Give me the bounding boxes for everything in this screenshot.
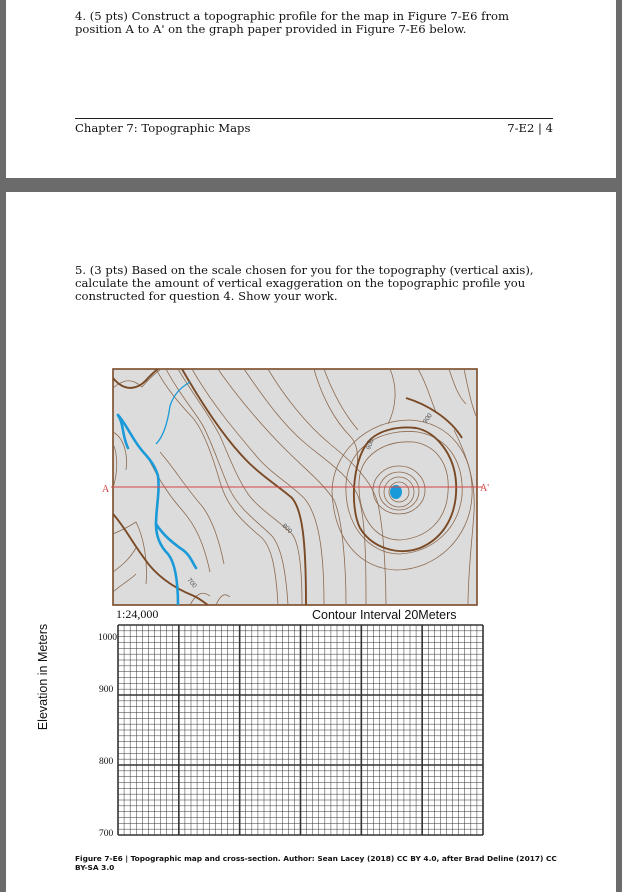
point-a-prime-label: A' [480,483,490,494]
graph-paper [118,625,483,835]
y-tick-900: 900 [99,685,114,695]
page-bottom [6,192,616,892]
topographic-map [111,369,483,605]
question-5: 5. (3 pts) Based on the scale chosen for you for the topography (vertical axis), calculate the amount of vertical exaggeration on the topographic profile you constructed for question 4. Show your work. [75,263,534,303]
page-number: 7-E2 | 4 [507,121,553,135]
contour-label-900-right: 900 [421,412,434,426]
contour-label-700: 700 [185,576,198,590]
contour-label-800: 800 [280,522,294,536]
header-rule [75,118,553,119]
y-axis-title: Elevation in Meters [36,623,50,731]
topographic-figure [6,192,616,892]
chapter-header: Chapter 7: Topographic Maps [75,121,251,135]
figure-caption: Figure 7-E6 | Topographic map and cross-section. Author: Sean Lacey (2018) CC BY 4.0, after Brad Deline (2017) CC BY-SA 3.0 [75,854,557,872]
contour-interval: Contour Interval 20Meters [312,608,457,622]
contour-label-900-left: 900 [365,438,376,451]
page-top [6,0,616,178]
question-4: 4. (5 pts) Construct a topographic profile for the map in Figure 7-E6 from position A to A' on the graph paper provided in Figure 7-E6 below. [75,9,509,36]
y-tick-700: 700 [99,829,114,839]
y-tick-800: 800 [99,757,114,767]
y-tick-1000: 1000 [98,633,117,643]
point-a-label: A [102,484,110,495]
map-scale: 1:24,000 [116,607,159,621]
